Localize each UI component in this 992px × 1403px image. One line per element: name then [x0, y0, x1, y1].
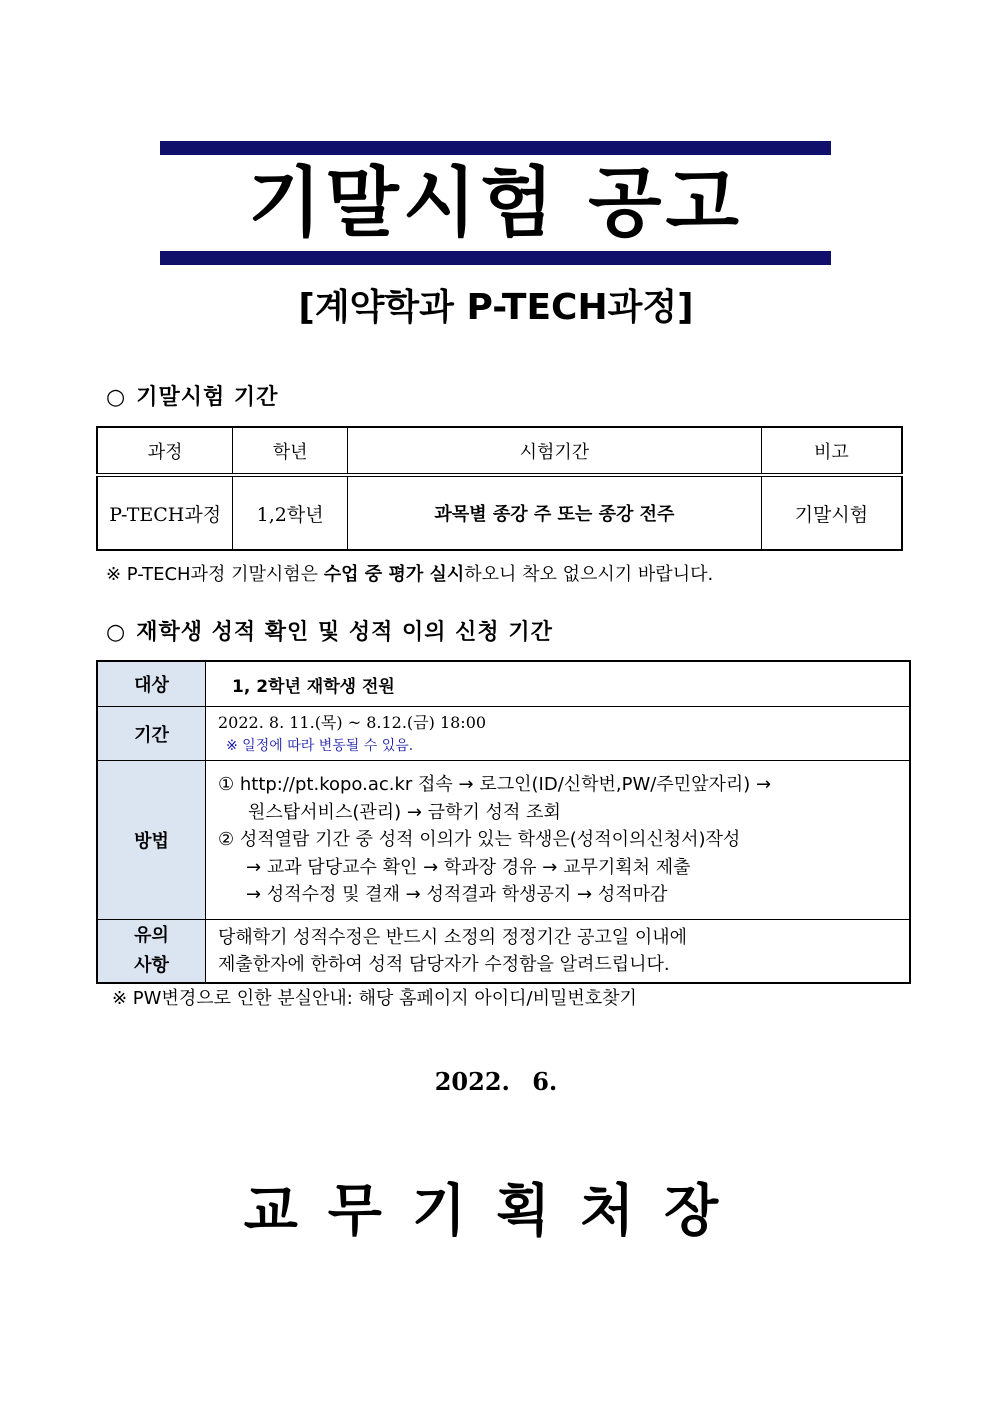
- table-row: [97, 707, 910, 761]
- page-subtitle: [계약학과 P-TECH과정]: [298, 287, 694, 328]
- title-bar-top: [160, 141, 831, 155]
- table-row: [97, 920, 910, 984]
- exam-note-prefix: ※ P-TECH과정 기말시험은: [106, 564, 324, 585]
- label-method: 방법: [97, 761, 206, 920]
- cell-exam-period: 과목별 종강 주 또는 종강 전주: [348, 475, 762, 550]
- period-note: ※ 일정에 따라 변동될 수 있음.: [226, 737, 414, 754]
- bullet-circle-icon: ○: [106, 385, 127, 410]
- period-dates: 2022. 8. 11.(목) ~ 8.12.(금) 18:00: [218, 712, 487, 732]
- label-target: 대상: [97, 661, 206, 707]
- header-remarks: 비고: [761, 427, 902, 475]
- label-notice-line-2: 사항: [134, 955, 169, 976]
- section-exam-period-heading: [106, 383, 278, 413]
- label-period: 기간: [97, 707, 206, 761]
- header-exam-period: 시험기간: [348, 427, 762, 475]
- value-method: [206, 761, 911, 920]
- signer-name: 교무기획처장: [243, 1179, 749, 1244]
- exam-note-suffix: 하오니 착오 없으시기 바랍니다.: [464, 564, 714, 585]
- table-row: [97, 475, 902, 550]
- cell-remarks: 기말시험: [761, 475, 902, 550]
- notice-line-2: 제출한자에 한하여 성적 담당자가 수정함을 알려드립니다.: [218, 954, 670, 975]
- table-row: [97, 761, 910, 920]
- value-target: [206, 661, 911, 707]
- bullet-circle-icon: ○: [106, 620, 127, 645]
- notice-line-1: 당해학기 성적수정은 반드시 소정의 정정기간 공고일 이내에: [218, 927, 688, 948]
- header-grade: 학년: [233, 427, 348, 475]
- table-header-row: [97, 427, 902, 475]
- label-notice: [97, 920, 206, 984]
- method-line-3: ② 성적열람 기간 중 성적 이의가 있는 학생은(성적이의신청서)작성: [218, 829, 741, 851]
- section-grade-check-heading: [106, 618, 553, 648]
- section-heading-text: 재학생 성적 확인 및 성적 이의 신청 기간: [136, 620, 553, 645]
- label-notice-line-1: 유의: [134, 925, 169, 946]
- method-line-1: ① http://pt.kopo.ac.kr 접속 → 로그인(ID/신학번,PW/주민앞자리) →: [218, 774, 772, 796]
- cell-course: P-TECH과정: [97, 475, 233, 550]
- exam-note: [106, 562, 713, 588]
- section-heading-text: 기말시험 기간: [136, 385, 279, 410]
- value-notice: [206, 920, 911, 984]
- cell-grade: 1,2학년: [233, 475, 348, 550]
- method-line-2: 원스탑서비스(관리) → 금학기 성적 조회: [248, 801, 561, 823]
- header-course: 과정: [97, 427, 233, 475]
- password-footnote: ※ PW변경으로 인한 분실안내: 해당 홈페이지 아이디/비밀번호찾기: [112, 988, 637, 1009]
- method-line-5: → 성적수정 및 결재 → 성적결과 학생공지 → 성적마감: [246, 884, 668, 906]
- exam-note-emphasis: 수업 중 평가 실시: [323, 564, 465, 585]
- grade-check-table: [96, 660, 911, 984]
- page-title: 기말시험 공고: [248, 158, 743, 247]
- target-text: 1, 2학년 재학생 전원: [232, 676, 395, 697]
- method-line-4: → 교과 담당교수 확인 → 학과장 경유 → 교무기획처 제출: [246, 856, 691, 878]
- table-row: [97, 661, 910, 707]
- notice-date: 2022. 6.: [434, 1067, 558, 1096]
- title-bar-bottom: [160, 251, 831, 265]
- exam-period-table: [96, 426, 903, 551]
- value-period: [206, 707, 911, 761]
